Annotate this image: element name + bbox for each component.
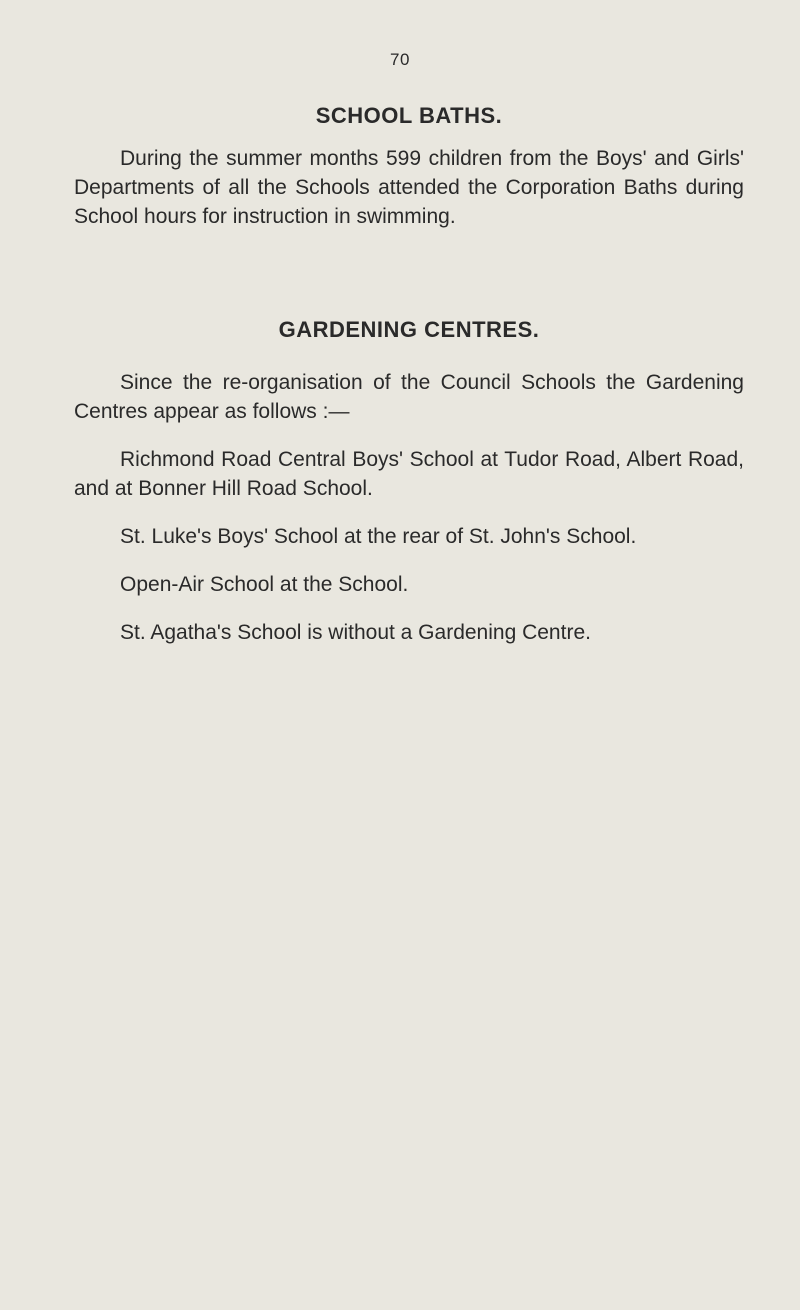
gardening-centres-heading: GARDENING CENTRES. bbox=[278, 317, 540, 342]
page-content bbox=[74, 103, 744, 666]
gardening-open-air-paragraph: Open-Air School at the School. bbox=[120, 573, 409, 596]
gardening-st-lukes-paragraph: St. Luke's Boys' School at the rear of St. John's School. bbox=[120, 525, 637, 548]
gardening-richmond-paragraph: Richmond Road Central Boys' School at Tudor Road, Albert Road, and at Bonner Hill Road School. bbox=[74, 448, 744, 500]
gardening-centres-section bbox=[74, 317, 744, 647]
school-baths-section bbox=[74, 103, 744, 231]
page-number: 70 bbox=[390, 50, 410, 69]
school-baths-heading: SCHOOL BATHS. bbox=[315, 103, 503, 128]
school-baths-paragraph: During the summer months 599 children from the Boys' and Girls' Departments of all the Schools attended the Corporation Baths during School hours for instruction in swimming. bbox=[74, 147, 744, 228]
gardening-st-agathas-paragraph: St. Agatha's School is without a Gardening Centre. bbox=[120, 621, 591, 644]
gardening-intro-paragraph: Since the re-organisation of the Council Schools the Gardening Centres appear as follows :— bbox=[74, 371, 744, 423]
